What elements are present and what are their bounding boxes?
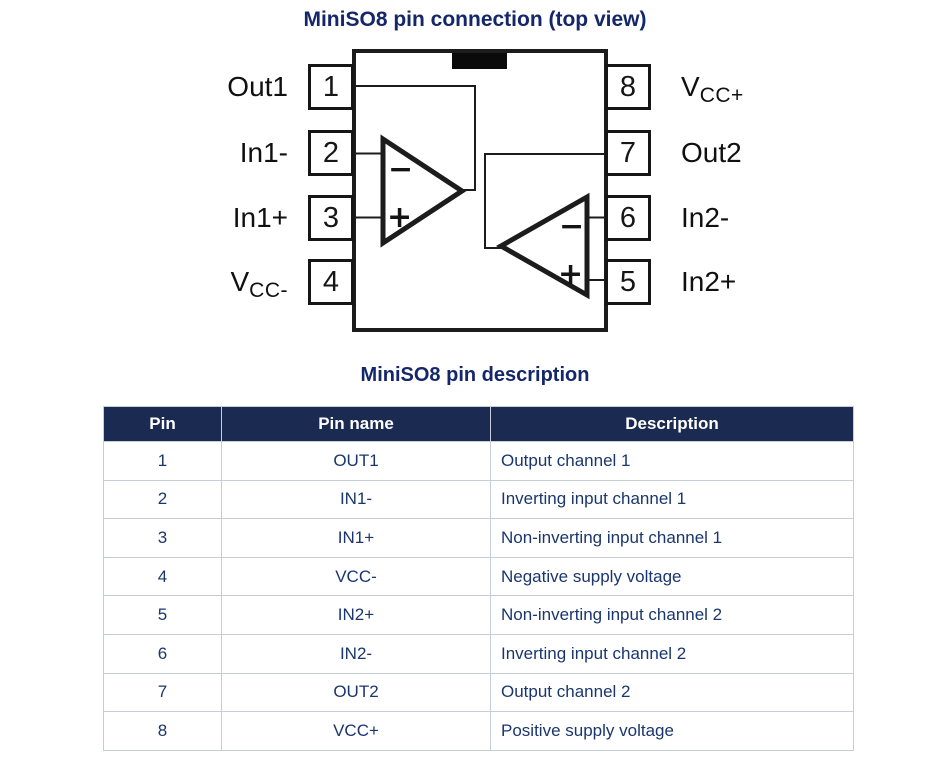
pin-label-in2-plus-text: In2+ xyxy=(681,266,737,297)
cell-pin: 6 xyxy=(104,634,222,673)
pin-label-in1-plus xyxy=(110,201,288,238)
table-row xyxy=(104,673,854,712)
cell-pin-name: VCC- xyxy=(222,557,491,596)
cell-description: Negative supply voltage xyxy=(491,557,854,596)
pin-label-vcc-minus-text: V xyxy=(230,266,250,297)
cell-pin: 5 xyxy=(104,596,222,635)
pin-label-in2-minus xyxy=(681,201,881,238)
package-notch-mark xyxy=(452,53,507,69)
pin-label-in1-minus-text: In1- xyxy=(239,137,288,168)
pin-label-out1 xyxy=(110,70,288,107)
cell-description: Positive supply voltage xyxy=(491,712,854,751)
pin-number-2: 2 xyxy=(322,136,340,169)
cell-pin: 3 xyxy=(104,519,222,558)
pin-label-in2-minus-text: In2- xyxy=(681,202,730,233)
pin-label-vcc-plus-sub: CC+ xyxy=(699,84,744,107)
cell-pin-name: IN1+ xyxy=(222,519,491,558)
pin-box-6 xyxy=(605,195,651,241)
pin-label-vcc-minus xyxy=(110,265,288,302)
pin-connection-title: MiniSO8 pin connection (top view) xyxy=(303,8,647,31)
cell-pin: 8 xyxy=(104,712,222,751)
cell-pin: 1 xyxy=(104,442,222,481)
table-row xyxy=(104,557,854,596)
table-header-row xyxy=(104,407,854,442)
table-row xyxy=(104,442,854,481)
cell-pin: 7 xyxy=(104,673,222,712)
cell-pin: 4 xyxy=(104,557,222,596)
pin-box-2 xyxy=(308,130,354,176)
pin-label-vcc-plus xyxy=(681,70,881,107)
pin-label-out2 xyxy=(681,136,881,173)
pin-box-5 xyxy=(605,259,651,305)
pin-number-3: 3 xyxy=(322,201,340,234)
pin-box-3 xyxy=(308,195,354,241)
pin-label-vcc-minus-sub: CC- xyxy=(249,279,288,302)
opamp1-noninverting-input-symbol: + xyxy=(387,200,413,235)
pin-label-out2-text: Out2 xyxy=(681,137,742,168)
pin-label-in1-plus-text: In1+ xyxy=(232,202,288,233)
column-header-pin-name: Pin name xyxy=(222,407,491,442)
cell-description: Inverting input channel 1 xyxy=(491,480,854,519)
pin-number-6: 6 xyxy=(619,201,637,234)
pin-number-5: 5 xyxy=(619,265,637,298)
pin-label-in1-minus xyxy=(110,136,288,173)
pin-description-title: MiniSO8 pin description xyxy=(360,364,590,386)
cell-pin-name: VCC+ xyxy=(222,712,491,751)
cell-pin-name: IN2+ xyxy=(222,596,491,635)
opamp1-inverting-input-symbol: − xyxy=(388,152,414,187)
cell-description: Non-inverting input channel 2 xyxy=(491,596,854,635)
pin-number-7: 7 xyxy=(619,136,637,169)
cell-description: Output channel 1 xyxy=(491,442,854,481)
cell-pin-name: IN2- xyxy=(222,634,491,673)
column-header-description: Description xyxy=(491,407,854,442)
table-row xyxy=(104,712,854,751)
pin-box-4 xyxy=(308,259,354,305)
cell-description: Output channel 2 xyxy=(491,673,854,712)
pin-box-8 xyxy=(605,64,651,110)
pin-number-4: 4 xyxy=(322,265,340,298)
table-row xyxy=(104,480,854,519)
table-row xyxy=(104,519,854,558)
opamp2-noninverting-input-symbol: + xyxy=(558,257,584,292)
pin-box-1 xyxy=(308,64,354,110)
pin-label-in2-plus xyxy=(681,265,881,302)
cell-pin-name: OUT1 xyxy=(222,442,491,481)
column-header-pin: Pin xyxy=(104,407,222,442)
cell-pin-name: IN1- xyxy=(222,480,491,519)
table-row xyxy=(104,596,854,635)
pin-label-out1-text: Out1 xyxy=(227,71,288,102)
cell-description: Non-inverting input channel 1 xyxy=(491,519,854,558)
table-row xyxy=(104,634,854,673)
opamp2-inverting-input-symbol: − xyxy=(559,209,585,244)
pin-label-vcc-plus-text: V xyxy=(681,71,700,102)
pin-number-1: 1 xyxy=(322,70,340,103)
cell-pin: 2 xyxy=(104,480,222,519)
cell-pin-name: OUT2 xyxy=(222,673,491,712)
cell-description: Inverting input channel 2 xyxy=(491,634,854,673)
pin-description-table xyxy=(103,406,854,751)
pin-number-8: 8 xyxy=(619,70,637,103)
pin-box-7 xyxy=(605,130,651,176)
